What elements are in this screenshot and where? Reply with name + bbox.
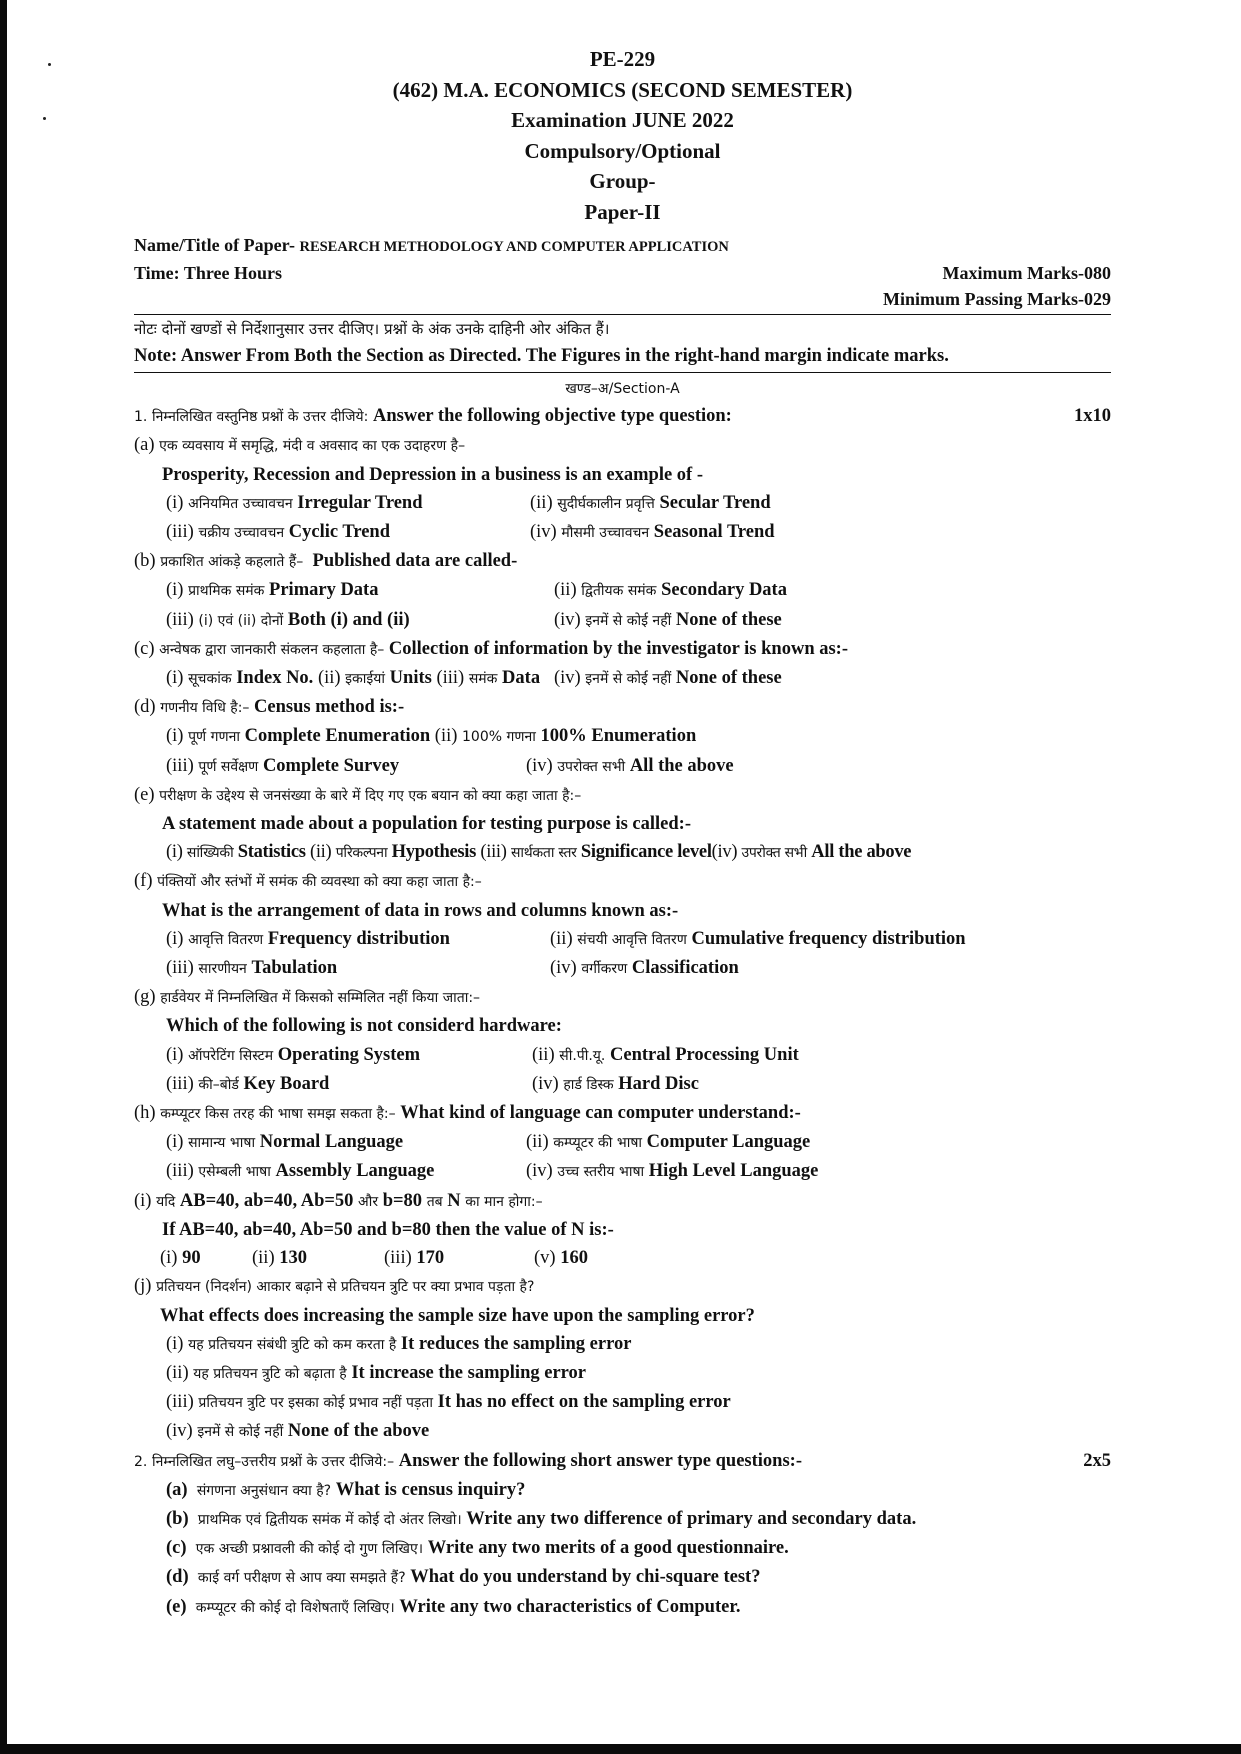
scan-speck <box>48 63 51 66</box>
options-row <box>134 606 1111 635</box>
question-1a-english: Prosperity, Recession and Depression in a business is an example of - <box>162 464 703 485</box>
option: (iii) प्रतिचयन त्रुटि पर इसका कोई प्रभाव नहीं पड़ता It has no effect on the sampling error <box>166 1392 731 1413</box>
time-allowed: Time: Three Hours <box>134 263 282 283</box>
options-row: (i) सूचकांक Index No. (ii) इकाईयां Units (iii) समंक Data (iv) इनमें से कोई नहीं None of these <box>166 668 782 689</box>
options-row: (i) पूर्ण गणना Complete Enumeration (ii) 100% गणना 100% Enumeration <box>166 726 697 747</box>
option: (iii) चक्रीय उच्चावचन Cyclic Trend <box>166 522 390 543</box>
minimum-passing-marks: Minimum Passing Marks-029 <box>882 289 1111 309</box>
option: (iii) सारणीयन Tabulation <box>166 958 338 979</box>
course-title: (462) M.A. ECONOMICS (SECOND SEMESTER) <box>392 77 853 102</box>
scan-border-bottom <box>0 1744 1241 1754</box>
options-row <box>134 954 1111 983</box>
option: (ii) द्वितीयक समंक Secondary Data <box>554 580 787 601</box>
options-row <box>134 1041 1111 1070</box>
question-1j-english: What effects does increasing the sample size have upon the sampling error? <box>160 1305 755 1326</box>
question-1i-english: If AB=40, ab=40, Ab=50 and b=80 then the value of N is:- <box>162 1219 614 1240</box>
question-1g-english: Which of the following is not considerd hardware: <box>166 1016 562 1037</box>
options-row <box>134 925 1111 954</box>
option: (iv) उपरोक्त सभी All the above <box>526 755 734 776</box>
option: (ii) कम्प्यूटर की भाषा Computer Language <box>526 1132 811 1153</box>
paper-title-row <box>134 232 1111 260</box>
question-1e: (e) परीक्षण के उद्देश्य से जनसंख्या के बारे में दिए गए एक बयान को क्या कहा जाता है:– <box>134 784 582 805</box>
option: (iv) इनमें से कोई नहीं None of these <box>554 609 782 630</box>
option: (i) ऑपरेटिंग सिस्टम Operating System <box>166 1044 421 1065</box>
option: (iv) वर्गीकरण Classification <box>550 958 739 979</box>
options-row <box>134 1157 1111 1186</box>
option: (i) प्राथमिक समंक Primary Data <box>166 580 379 601</box>
divider <box>134 314 1111 315</box>
question-2e: (e) कम्प्यूटर की कोई दो विशेषताएँ लिखिए। Write any two characteristics of Computer. <box>166 1596 741 1617</box>
paper-type: Compulsory/Optional <box>524 138 721 163</box>
option: (ii) 130 <box>252 1248 307 1269</box>
scan-border-left <box>0 0 7 1754</box>
question-1h: (h) कम्प्यूटर किस तरह की भाषा समझ सकता है:– What kind of language can computer understand:- <box>134 1103 801 1124</box>
question-1e-english: A statement made about a population for testing purpose is called:- <box>162 814 691 835</box>
option: (ii) संचयी आवृत्ति वितरण Cumulative frequency distribution <box>550 928 966 949</box>
question-1f-english: What is the arrangement of data in rows and columns known as:- <box>162 900 679 921</box>
question-2-marks: 2x5 <box>1083 1450 1111 1471</box>
option: (iii) की–बोर्ड Key Board <box>166 1073 330 1094</box>
exam-session: Examination JUNE 2022 <box>511 108 734 132</box>
title-label: Name/Title of Paper- <box>134 235 295 255</box>
option: (iv) हार्ड डिस्क Hard Disc <box>532 1073 699 1094</box>
option: (v) 160 <box>534 1248 588 1269</box>
option: (iv) इनमें से कोई नहीं None of the above <box>166 1421 430 1442</box>
question-1b: (b) प्रकाशित आंकड़े कहलाते हैं– Published data are called- <box>134 551 518 572</box>
question-1-heading: 1. निम्नलिखित वस्तुनिष्ठ प्रश्नों के उत्तर दीजिये: Answer the following objective type question: 1x10 <box>134 402 1111 431</box>
option: (ii) सी.पी.यू. Central Processing Unit <box>532 1044 799 1065</box>
options-row <box>134 1244 1111 1272</box>
option: (iii) 170 <box>384 1248 445 1269</box>
options-row <box>134 576 1111 605</box>
options-row: (i) सांख्यिकी Statistics (ii) परिकल्पना Hypothesis (iii) सार्थकता स्तर Significance level(iv) उपरोक्त सभी All the above <box>166 842 912 863</box>
exam-paper <box>134 44 1111 1622</box>
option: (i) आवृत्ति वितरण Frequency distribution <box>166 928 450 949</box>
question-1-marks: 1x10 <box>1074 406 1111 427</box>
option: (iii) (i) एवं (ii) दोनों Both (i) and (ii) <box>166 609 410 630</box>
question-1j: (j) प्रतिचयन (निदर्शन) आकार बढ़ाने से प्रतिचयन त्रुटि पर क्या प्रभाव पड़ता है? <box>134 1276 535 1297</box>
option: (ii) यह प्रतिचयन त्रुटि को बढ़ाता है It increase the sampling error <box>166 1362 586 1383</box>
option: (ii) सुदीर्घकालीन प्रवृत्ति Secular Trend <box>530 492 771 513</box>
question-1a: (a) एक व्यवसाय में समृद्धि, मंदी व अवसाद का एक उदाहरण है– <box>134 435 466 456</box>
maximum-marks: Maximum Marks-080 <box>942 263 1111 283</box>
group-label: Group- <box>589 169 656 193</box>
note-hindi: नोटः दोनों खण्डों से निर्देशानुसार उत्तर दीजिए। प्रश्नों के अंक उनके दाहिनी ओर अंकित हैं। <box>134 320 610 338</box>
options-row <box>134 518 1111 547</box>
paper-code: PE-229 <box>589 47 656 71</box>
option: (i) अनियमित उच्चावचन Irregular Trend <box>166 492 423 513</box>
option: (i) सामान्य भाषा Normal Language <box>166 1132 404 1153</box>
question-1g: (g) हार्डवेयर में निम्नलिखित में किसको सम्मिलित नहीं किया जाता:– <box>134 987 481 1008</box>
question-2c: (c) एक अच्छी प्रश्नावली की कोई दो गुण लिखिए। Write any two merits of a good questionnaire. <box>166 1538 789 1559</box>
paper-number: Paper-II <box>584 199 661 224</box>
option: (i) 90 <box>160 1248 201 1269</box>
question-1i: (i) यदि AB=40, ab=40, Ab=50 और b=80 तब N का मान होगा:– <box>134 1190 543 1211</box>
options-row <box>134 752 1111 781</box>
option: (iv) मौसमी उच्चावचन Seasonal Trend <box>530 522 775 543</box>
options-row <box>134 1128 1111 1157</box>
option: (i) यह प्रतिचयन संबंधी त्रुटि को कम करता है It reduces the sampling error <box>166 1333 632 1354</box>
options-row <box>134 489 1111 518</box>
time-marks-row <box>134 260 1111 286</box>
question-1f: (f) पंक्तियों और स्तंभों में समंक की व्यवस्था को क्या कहा जाता है:– <box>134 871 482 892</box>
question-1c: (c) अन्वेषक द्वारा जानकारी संकलन कहलाता है– Collection of information by the investigator is known as:- <box>134 638 848 659</box>
scan-speck <box>43 117 46 120</box>
min-marks-row <box>134 286 1111 312</box>
option: (iv) उच्च स्तरीय भाषा High Level Language <box>526 1161 819 1182</box>
section-a-heading: खण्ड–अ/Section-A <box>565 381 680 398</box>
question-2-heading: 2. निम्नलिखित लघु–उत्तरीय प्रश्नों के उत्तर दीजिये:– Answer the following short answer type questions:- 2x5 <box>134 1447 1111 1476</box>
options-row <box>134 1070 1111 1099</box>
question-2a: (a) संगणना अनुसंधान क्या है? What is census inquiry? <box>166 1479 526 1500</box>
question-2d: (d) काई वर्ग परीक्षण से आप क्या समझते हैं? What do you understand by chi-square test? <box>166 1567 761 1588</box>
note-english: Note: Answer From Both the Section as Directed. The Figures in the right-hand margin indicate marks. <box>134 346 949 366</box>
option: (iii) पूर्ण सर्वेक्षण Complete Survey <box>166 755 400 776</box>
question-2b: (b) प्राथमिक एवं द्वितीयक समंक में कोई दो अंतर लिखो। Write any two difference of primary and secondary data. <box>166 1508 917 1529</box>
divider <box>134 372 1111 373</box>
question-1d: (d) गणनीय विधि है:– Census method is:- <box>134 697 405 718</box>
paper-header <box>134 44 1111 227</box>
title-value: RESEARCH METHODOLOGY AND COMPUTER APPLICATION <box>299 239 729 255</box>
option: (iii) एसेम्बली भाषा Assembly Language <box>166 1161 435 1182</box>
